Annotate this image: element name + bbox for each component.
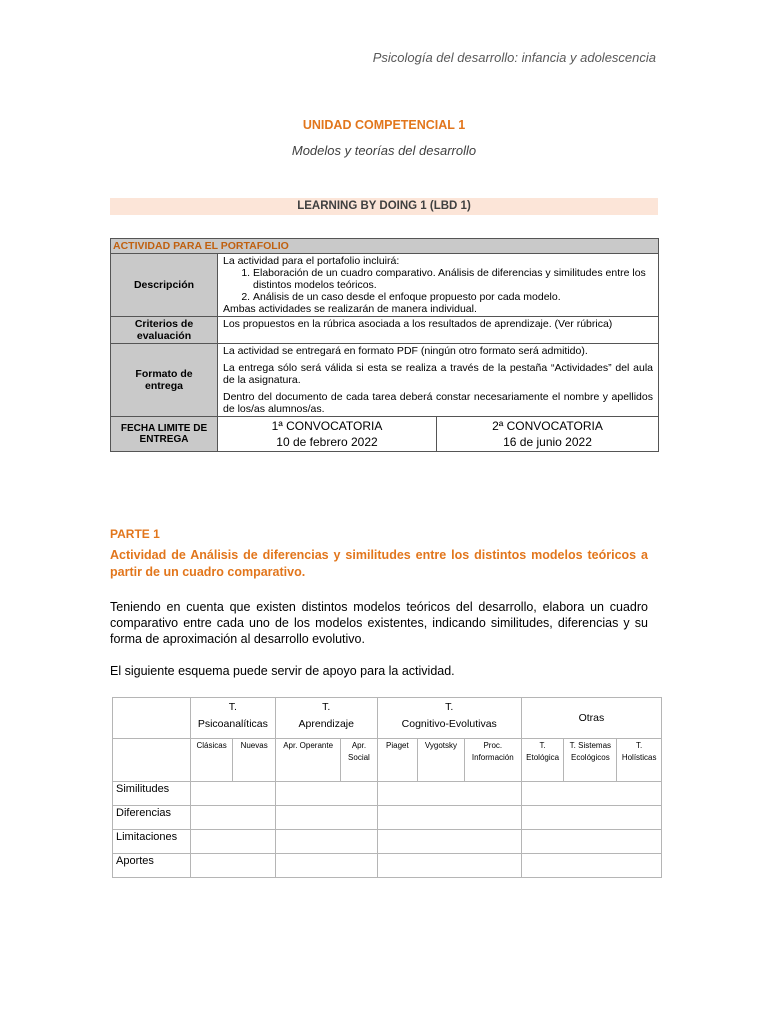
row-label: Aportes [113, 854, 191, 878]
description-outro: Ambas actividades se realizarán de manera individual. [223, 303, 477, 315]
convocatoria-1 [218, 417, 437, 452]
convocatoria-2 [437, 417, 659, 452]
subheader-cell: Vygotsky [418, 739, 465, 782]
group-header [377, 698, 521, 739]
corner-cell [113, 698, 191, 739]
format-paragraph: Dentro del documento de cada tarea deberá constar necesariamente el nombre y apellidos de los/as alumnos/as. [223, 391, 653, 415]
group-header-line: T. [322, 701, 331, 713]
format-label: Formato de entrega [111, 344, 218, 417]
part-label: PARTE 1 [110, 527, 160, 541]
row-label: Limitaciones [113, 830, 191, 854]
format-paragraph: La actividad se entregará en formato PDF (ningún otro formato será admitido). [223, 345, 588, 357]
description-item: 2. Análisis de un caso desde el enfoque propuesto por cada modelo. [253, 291, 653, 303]
convocatoria-2-date: 16 de junio 2022 [503, 435, 592, 449]
description-list [223, 267, 653, 303]
description-label: Descripción [111, 254, 218, 317]
subheader-cell: Apr. Operante [275, 739, 340, 782]
description-item: 1. Elaboración de un cuadro comparativo. Análisis de diferencias y similitudes entre los distintos modelos teóricos. [253, 267, 653, 291]
subheader-cell: Proc. Información [464, 739, 521, 782]
description-cell [218, 254, 659, 317]
subheader-cell: T. Sistemas Ecológicos [564, 739, 617, 782]
deadline-label: FECHA LIMITE DE ENTREGA [111, 417, 218, 452]
support-text: El siguiente esquema puede servir de apoyo para la actividad. [110, 664, 455, 678]
group-header-line: Aprendizaje [298, 718, 354, 730]
group-header [521, 698, 661, 739]
criteria-text: Los propuestos en la rúbrica asociada a los resultados de aprendizaje. (Ver rúbrica) [218, 317, 659, 344]
activity-intro: Teniendo en cuenta que existen distintos modelos teóricos del desarrollo, elabora un cuadro comparativo entre cada uno de los modelos existentes, indicando similitudes, diferencias y su forma de aproximación al desarrollo evolutivo. [110, 600, 648, 646]
row-label: Diferencias [113, 806, 191, 830]
format-cell [218, 344, 659, 417]
group-header [190, 698, 275, 739]
criteria-label: Criterios de evaluación [111, 317, 218, 344]
convocatoria-1-date: 10 de febrero 2022 [276, 435, 378, 449]
unit-title: UNIDAD COMPETENCIAL 1 [302, 118, 466, 132]
row-label: Similitudes [113, 782, 191, 806]
portfolio-header: ACTIVIDAD PARA EL PORTAFOLIO [111, 239, 659, 254]
document-header-title: Psicología del desarrollo: infancia y adolescencia [372, 50, 656, 65]
subheader-cell: Clásicas [190, 739, 233, 782]
subheader-cell: Piaget [377, 739, 417, 782]
portfolio-table [110, 238, 659, 452]
subheader-cell: Apr. Social [341, 739, 377, 782]
group-header-line: T. [445, 701, 454, 713]
subheader-cell: Nuevas [233, 739, 276, 782]
group-header-line: T. [228, 701, 237, 713]
group-header [275, 698, 377, 739]
unit-subtitle: Modelos y teorías del desarrollo [291, 143, 477, 158]
subheader-cell: T. Holísticas [617, 739, 662, 782]
convocatoria-2-title: 2ª CONVOCATORIA [492, 419, 603, 433]
activity-title: Actividad de Análisis de diferencias y similitudes entre los distintos modelos teóricos a partir de un cuadro comparativo. [110, 548, 648, 579]
convocatoria-1-title: 1ª CONVOCATORIA [271, 419, 383, 433]
blank-cell [113, 739, 191, 782]
description-intro: La actividad para el portafolio incluirá: [223, 255, 400, 267]
group-header-line: Otras [578, 711, 605, 724]
group-header-line: Psicoanalíticas [197, 718, 268, 730]
format-paragraph: La entrega sólo será válida si esta se realiza a través de la pestaña “Actividades” del aula de la asignatura. [223, 362, 653, 386]
subheader-cell: T. Etológica [521, 739, 564, 782]
lbd-title-bar: LEARNING BY DOING 1 (LBD 1) [110, 198, 658, 215]
comparison-scheme-table [112, 697, 662, 878]
group-header-line: Cognitivo-Evolutivas [401, 718, 497, 730]
